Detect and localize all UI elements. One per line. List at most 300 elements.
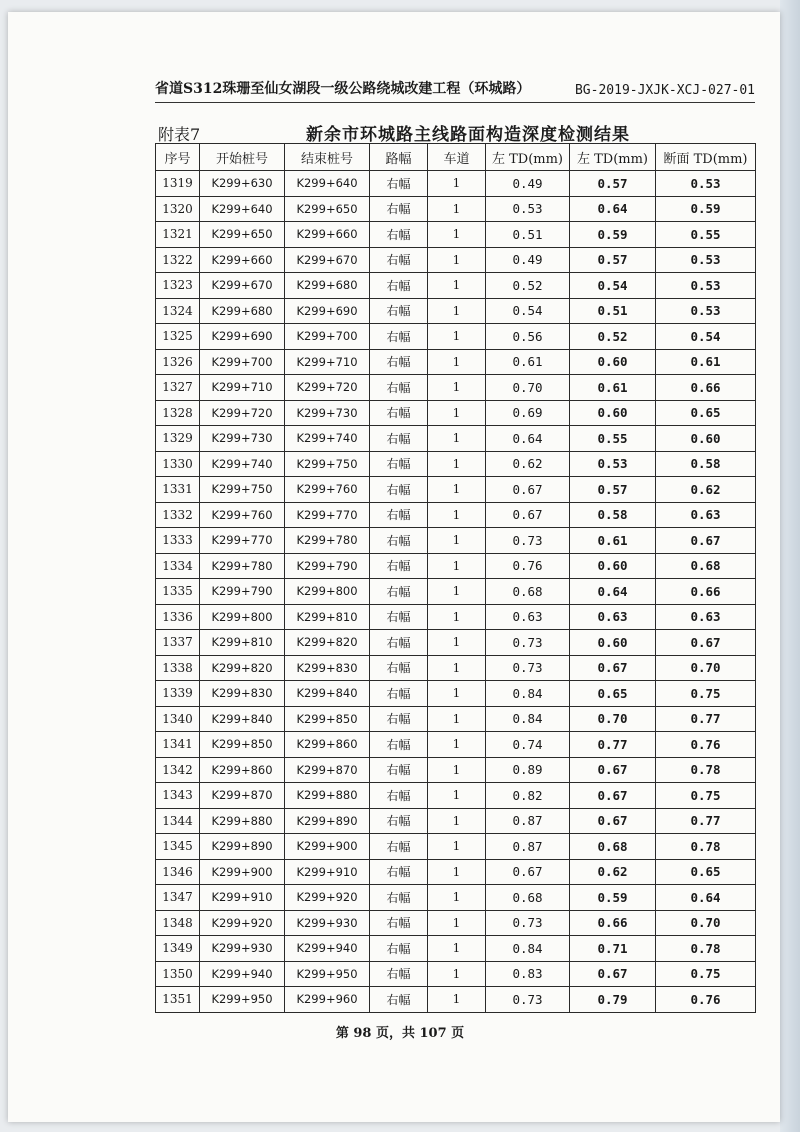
- table-caption: [158, 120, 758, 145]
- cell-td-1: 0.67: [486, 502, 570, 528]
- cell-start-station: K299+950: [200, 987, 285, 1013]
- cell-start-station: K299+720: [200, 400, 285, 426]
- cell-index: 1337: [156, 630, 200, 656]
- cell-section-td: 0.78: [656, 834, 756, 860]
- cell-start-station: K299+870: [200, 783, 285, 809]
- cell-lane: 1: [428, 222, 486, 248]
- table-row: [156, 247, 756, 273]
- cell-td-2: 0.67: [570, 808, 656, 834]
- col-header-lane: 车道: [428, 144, 486, 171]
- cell-index: 1330: [156, 451, 200, 477]
- cell-lane: 1: [428, 655, 486, 681]
- cell-index: 1321: [156, 222, 200, 248]
- cell-index: 1325: [156, 324, 200, 350]
- cell-lane: 1: [428, 757, 486, 783]
- cell-td-1: 0.83: [486, 961, 570, 987]
- table-row: [156, 706, 756, 732]
- cell-section-td: 0.75: [656, 681, 756, 707]
- cell-side: 右幅: [370, 936, 428, 962]
- cell-start-station: K299+780: [200, 553, 285, 579]
- cell-td-2: 0.51: [570, 298, 656, 324]
- cell-start-station: K299+630: [200, 171, 285, 197]
- cell-section-td: 0.75: [656, 783, 756, 809]
- cell-section-td: 0.60: [656, 426, 756, 452]
- cell-index: 1326: [156, 349, 200, 375]
- cell-index: 1322: [156, 247, 200, 273]
- cell-td-1: 0.56: [486, 324, 570, 350]
- cell-lane: 1: [428, 451, 486, 477]
- cell-start-station: K299+820: [200, 655, 285, 681]
- col-header-section-td: 断面 TD(mm): [656, 144, 756, 171]
- table-row: [156, 834, 756, 860]
- cell-td-2: 0.70: [570, 706, 656, 732]
- cell-start-station: K299+640: [200, 196, 285, 222]
- col-header-start-station: 开始桩号: [200, 144, 285, 171]
- cell-start-station: K299+680: [200, 298, 285, 324]
- cell-start-station: K299+890: [200, 834, 285, 860]
- table-row: [156, 732, 756, 758]
- cell-side: 右幅: [370, 987, 428, 1013]
- cell-side: 右幅: [370, 247, 428, 273]
- table-row: [156, 987, 756, 1013]
- cell-side: 右幅: [370, 273, 428, 299]
- cell-end-station: K299+850: [285, 706, 370, 732]
- table-row: [156, 502, 756, 528]
- cell-td-1: 0.87: [486, 834, 570, 860]
- cell-index: 1348: [156, 910, 200, 936]
- table-row: [156, 273, 756, 299]
- cell-lane: 1: [428, 349, 486, 375]
- cell-td-2: 0.55: [570, 426, 656, 452]
- cell-end-station: K299+890: [285, 808, 370, 834]
- cell-end-station: K299+660: [285, 222, 370, 248]
- cell-lane: 1: [428, 859, 486, 885]
- cell-td-1: 0.49: [486, 247, 570, 273]
- cell-td-2: 0.60: [570, 630, 656, 656]
- cell-lane: 1: [428, 298, 486, 324]
- cell-end-station: K299+860: [285, 732, 370, 758]
- table-row: [156, 604, 756, 630]
- cell-section-td: 0.67: [656, 528, 756, 554]
- cell-index: 1338: [156, 655, 200, 681]
- cell-section-td: 0.62: [656, 477, 756, 503]
- col-header-td-2: 左 TD(mm): [570, 144, 656, 171]
- cell-td-1: 0.63: [486, 604, 570, 630]
- cell-td-2: 0.59: [570, 885, 656, 911]
- cell-td-1: 0.67: [486, 477, 570, 503]
- table-label: 附表7: [158, 125, 201, 144]
- cell-section-td: 0.66: [656, 375, 756, 401]
- cell-start-station: K299+670: [200, 273, 285, 299]
- cell-index: 1323: [156, 273, 200, 299]
- cell-section-td: 0.58: [656, 451, 756, 477]
- cell-index: 1332: [156, 502, 200, 528]
- cell-index: 1340: [156, 706, 200, 732]
- cell-section-td: 0.61: [656, 349, 756, 375]
- cell-index: 1343: [156, 783, 200, 809]
- cell-index: 1349: [156, 936, 200, 962]
- table-row: [156, 936, 756, 962]
- cell-side: 右幅: [370, 375, 428, 401]
- cell-side: 右幅: [370, 783, 428, 809]
- cell-end-station: K299+920: [285, 885, 370, 911]
- cell-start-station: K299+760: [200, 502, 285, 528]
- cell-lane: 1: [428, 961, 486, 987]
- cell-lane: 1: [428, 273, 486, 299]
- cell-index: 1339: [156, 681, 200, 707]
- cell-lane: 1: [428, 604, 486, 630]
- cell-td-1: 0.68: [486, 579, 570, 605]
- col-header-side: 路幅: [370, 144, 428, 171]
- project-title: 省道S312珠珊至仙女湖段一级公路绕城改建工程（环城路）: [155, 81, 531, 97]
- cell-index: 1329: [156, 426, 200, 452]
- cell-index: 1345: [156, 834, 200, 860]
- cell-index: 1333: [156, 528, 200, 554]
- cell-td-2: 0.62: [570, 859, 656, 885]
- cell-side: 右幅: [370, 732, 428, 758]
- table-row: [156, 400, 756, 426]
- cell-side: 右幅: [370, 426, 428, 452]
- cell-end-station: K299+710: [285, 349, 370, 375]
- cell-end-station: K299+900: [285, 834, 370, 860]
- cell-lane: 1: [428, 477, 486, 503]
- cell-end-station: K299+760: [285, 477, 370, 503]
- cell-td-2: 0.67: [570, 757, 656, 783]
- cell-lane: 1: [428, 885, 486, 911]
- scanner-edge: [780, 0, 800, 1132]
- cell-end-station: K299+730: [285, 400, 370, 426]
- cell-start-station: K299+730: [200, 426, 285, 452]
- cell-side: 右幅: [370, 681, 428, 707]
- cell-side: 右幅: [370, 834, 428, 860]
- cell-end-station: K299+870: [285, 757, 370, 783]
- cell-lane: 1: [428, 553, 486, 579]
- cell-start-station: K299+790: [200, 579, 285, 605]
- cell-end-station: K299+700: [285, 324, 370, 350]
- cell-lane: 1: [428, 196, 486, 222]
- cell-section-td: 0.76: [656, 987, 756, 1013]
- cell-section-td: 0.70: [656, 910, 756, 936]
- cell-index: 1342: [156, 757, 200, 783]
- col-header-index: 序号: [156, 144, 200, 171]
- cell-index: 1331: [156, 477, 200, 503]
- cell-section-td: 0.76: [656, 732, 756, 758]
- cell-section-td: 0.77: [656, 706, 756, 732]
- cell-section-td: 0.78: [656, 936, 756, 962]
- cell-section-td: 0.68: [656, 553, 756, 579]
- cell-end-station: K299+950: [285, 961, 370, 987]
- table-row: [156, 349, 756, 375]
- cell-td-2: 0.79: [570, 987, 656, 1013]
- cell-start-station: K299+840: [200, 706, 285, 732]
- cell-start-station: K299+850: [200, 732, 285, 758]
- cell-td-2: 0.59: [570, 222, 656, 248]
- table-row: [156, 375, 756, 401]
- cell-td-1: 0.52: [486, 273, 570, 299]
- cell-lane: 1: [428, 834, 486, 860]
- table-row: [156, 477, 756, 503]
- table-row: [156, 757, 756, 783]
- cell-side: 右幅: [370, 808, 428, 834]
- cell-lane: 1: [428, 426, 486, 452]
- cell-side: 右幅: [370, 400, 428, 426]
- cell-td-2: 0.54: [570, 273, 656, 299]
- cell-td-2: 0.60: [570, 349, 656, 375]
- cell-td-1: 0.49: [486, 171, 570, 197]
- cell-td-1: 0.84: [486, 681, 570, 707]
- running-header: [155, 78, 755, 103]
- cell-section-td: 0.55: [656, 222, 756, 248]
- cell-end-station: K299+820: [285, 630, 370, 656]
- cell-td-1: 0.76: [486, 553, 570, 579]
- cell-side: 右幅: [370, 451, 428, 477]
- cell-td-2: 0.60: [570, 553, 656, 579]
- cell-td-1: 0.53: [486, 196, 570, 222]
- table-row: [156, 885, 756, 911]
- cell-start-station: K299+920: [200, 910, 285, 936]
- cell-td-1: 0.73: [486, 910, 570, 936]
- cell-side: 右幅: [370, 528, 428, 554]
- cell-start-station: K299+750: [200, 477, 285, 503]
- cell-index: 1351: [156, 987, 200, 1013]
- cell-td-1: 0.84: [486, 936, 570, 962]
- table-row: [156, 298, 756, 324]
- cell-td-1: 0.73: [486, 655, 570, 681]
- cell-index: 1324: [156, 298, 200, 324]
- table-row: [156, 451, 756, 477]
- table-row: [156, 808, 756, 834]
- cell-end-station: K299+880: [285, 783, 370, 809]
- cell-td-2: 0.53: [570, 451, 656, 477]
- cell-td-2: 0.57: [570, 171, 656, 197]
- col-header-td-1: 左 TD(mm): [486, 144, 570, 171]
- cell-side: 右幅: [370, 910, 428, 936]
- cell-section-td: 0.54: [656, 324, 756, 350]
- cell-side: 右幅: [370, 757, 428, 783]
- cell-end-station: K299+770: [285, 502, 370, 528]
- table-row: [156, 961, 756, 987]
- cell-index: 1319: [156, 171, 200, 197]
- cell-td-1: 0.73: [486, 987, 570, 1013]
- cell-start-station: K299+930: [200, 936, 285, 962]
- table-row: [156, 171, 756, 197]
- cell-td-2: 0.66: [570, 910, 656, 936]
- cell-end-station: K299+720: [285, 375, 370, 401]
- cell-index: 1341: [156, 732, 200, 758]
- cell-td-1: 0.61: [486, 349, 570, 375]
- cell-start-station: K299+800: [200, 604, 285, 630]
- table-row: [156, 681, 756, 707]
- cell-side: 右幅: [370, 706, 428, 732]
- cell-start-station: K299+940: [200, 961, 285, 987]
- cell-td-1: 0.73: [486, 630, 570, 656]
- cell-lane: 1: [428, 247, 486, 273]
- cell-section-td: 0.66: [656, 579, 756, 605]
- cell-index: 1350: [156, 961, 200, 987]
- cell-side: 右幅: [370, 655, 428, 681]
- cell-td-1: 0.62: [486, 451, 570, 477]
- cell-start-station: K299+700: [200, 349, 285, 375]
- cell-index: 1327: [156, 375, 200, 401]
- report-code: BG-2019-JXJK-XCJ-027-01: [574, 83, 755, 98]
- cell-end-station: K299+930: [285, 910, 370, 936]
- cell-lane: 1: [428, 324, 486, 350]
- cell-lane: 1: [428, 579, 486, 605]
- table-row: [156, 553, 756, 579]
- table-row: [156, 196, 756, 222]
- cell-section-td: 0.53: [656, 247, 756, 273]
- cell-end-station: K299+830: [285, 655, 370, 681]
- cell-td-1: 0.64: [486, 426, 570, 452]
- cell-end-station: K299+940: [285, 936, 370, 962]
- cell-td-1: 0.87: [486, 808, 570, 834]
- cell-section-td: 0.53: [656, 273, 756, 299]
- table-row: [156, 910, 756, 936]
- cell-index: 1346: [156, 859, 200, 885]
- cell-side: 右幅: [370, 477, 428, 503]
- table-header-row: [156, 144, 756, 171]
- table-body: [156, 171, 756, 1013]
- cell-side: 右幅: [370, 349, 428, 375]
- texture-depth-table: [155, 143, 756, 1013]
- cell-td-2: 0.60: [570, 400, 656, 426]
- cell-td-1: 0.68: [486, 885, 570, 911]
- cell-td-2: 0.63: [570, 604, 656, 630]
- cell-side: 右幅: [370, 222, 428, 248]
- cell-lane: 1: [428, 987, 486, 1013]
- cell-section-td: 0.59: [656, 196, 756, 222]
- cell-side: 右幅: [370, 579, 428, 605]
- cell-section-td: 0.63: [656, 604, 756, 630]
- cell-td-2: 0.57: [570, 477, 656, 503]
- cell-section-td: 0.75: [656, 961, 756, 987]
- cell-td-2: 0.61: [570, 528, 656, 554]
- cell-index: 1320: [156, 196, 200, 222]
- cell-td-1: 0.51: [486, 222, 570, 248]
- cell-section-td: 0.77: [656, 808, 756, 834]
- cell-lane: 1: [428, 681, 486, 707]
- cell-lane: 1: [428, 400, 486, 426]
- cell-td-2: 0.67: [570, 655, 656, 681]
- cell-td-1: 0.69: [486, 400, 570, 426]
- cell-side: 右幅: [370, 885, 428, 911]
- cell-td-1: 0.73: [486, 528, 570, 554]
- cell-start-station: K299+650: [200, 222, 285, 248]
- cell-end-station: K299+680: [285, 273, 370, 299]
- cell-section-td: 0.67: [656, 630, 756, 656]
- table-title: 新余市环城路主线路面构造深度检测结果: [306, 125, 630, 145]
- cell-td-1: 0.70: [486, 375, 570, 401]
- cell-end-station: K299+790: [285, 553, 370, 579]
- cell-td-2: 0.65: [570, 681, 656, 707]
- cell-td-1: 0.74: [486, 732, 570, 758]
- page-number: 第 98 页，共 107 页: [335, 1026, 465, 1041]
- cell-td-1: 0.54: [486, 298, 570, 324]
- cell-td-2: 0.57: [570, 247, 656, 273]
- cell-index: 1335: [156, 579, 200, 605]
- cell-td-2: 0.77: [570, 732, 656, 758]
- cell-lane: 1: [428, 706, 486, 732]
- cell-start-station: K299+810: [200, 630, 285, 656]
- cell-td-2: 0.52: [570, 324, 656, 350]
- cell-section-td: 0.65: [656, 859, 756, 885]
- cell-side: 右幅: [370, 961, 428, 987]
- table-row: [156, 528, 756, 554]
- cell-td-2: 0.64: [570, 196, 656, 222]
- cell-td-2: 0.67: [570, 961, 656, 987]
- col-header-end-station: 结束桩号: [285, 144, 370, 171]
- cell-side: 右幅: [370, 630, 428, 656]
- cell-td-1: 0.82: [486, 783, 570, 809]
- cell-td-2: 0.61: [570, 375, 656, 401]
- cell-index: 1334: [156, 553, 200, 579]
- cell-lane: 1: [428, 528, 486, 554]
- cell-section-td: 0.63: [656, 502, 756, 528]
- cell-side: 右幅: [370, 859, 428, 885]
- cell-lane: 1: [428, 808, 486, 834]
- cell-lane: 1: [428, 783, 486, 809]
- table-row: [156, 324, 756, 350]
- cell-section-td: 0.64: [656, 885, 756, 911]
- cell-lane: 1: [428, 502, 486, 528]
- cell-end-station: K299+690: [285, 298, 370, 324]
- cell-section-td: 0.65: [656, 400, 756, 426]
- cell-td-1: 0.67: [486, 859, 570, 885]
- cell-end-station: K299+650: [285, 196, 370, 222]
- table-row: [156, 783, 756, 809]
- cell-td-1: 0.89: [486, 757, 570, 783]
- cell-index: 1347: [156, 885, 200, 911]
- cell-start-station: K299+830: [200, 681, 285, 707]
- cell-lane: 1: [428, 630, 486, 656]
- cell-end-station: K299+910: [285, 859, 370, 885]
- cell-end-station: K299+800: [285, 579, 370, 605]
- cell-section-td: 0.53: [656, 298, 756, 324]
- cell-lane: 1: [428, 171, 486, 197]
- cell-side: 右幅: [370, 502, 428, 528]
- cell-index: 1336: [156, 604, 200, 630]
- cell-end-station: K299+740: [285, 426, 370, 452]
- table-row: [156, 630, 756, 656]
- cell-end-station: K299+750: [285, 451, 370, 477]
- cell-side: 右幅: [370, 171, 428, 197]
- table-row: [156, 655, 756, 681]
- cell-side: 右幅: [370, 196, 428, 222]
- cell-td-2: 0.68: [570, 834, 656, 860]
- cell-start-station: K299+690: [200, 324, 285, 350]
- cell-lane: 1: [428, 936, 486, 962]
- cell-index: 1344: [156, 808, 200, 834]
- cell-start-station: K299+900: [200, 859, 285, 885]
- cell-index: 1328: [156, 400, 200, 426]
- cell-side: 右幅: [370, 324, 428, 350]
- cell-start-station: K299+660: [200, 247, 285, 273]
- cell-start-station: K299+770: [200, 528, 285, 554]
- cell-td-2: 0.64: [570, 579, 656, 605]
- cell-section-td: 0.70: [656, 655, 756, 681]
- cell-lane: 1: [428, 910, 486, 936]
- cell-section-td: 0.53: [656, 171, 756, 197]
- cell-start-station: K299+910: [200, 885, 285, 911]
- cell-end-station: K299+840: [285, 681, 370, 707]
- cell-td-2: 0.67: [570, 783, 656, 809]
- cell-side: 右幅: [370, 298, 428, 324]
- table-row: [156, 859, 756, 885]
- cell-end-station: K299+640: [285, 171, 370, 197]
- cell-start-station: K299+860: [200, 757, 285, 783]
- cell-td-2: 0.58: [570, 502, 656, 528]
- cell-end-station: K299+670: [285, 247, 370, 273]
